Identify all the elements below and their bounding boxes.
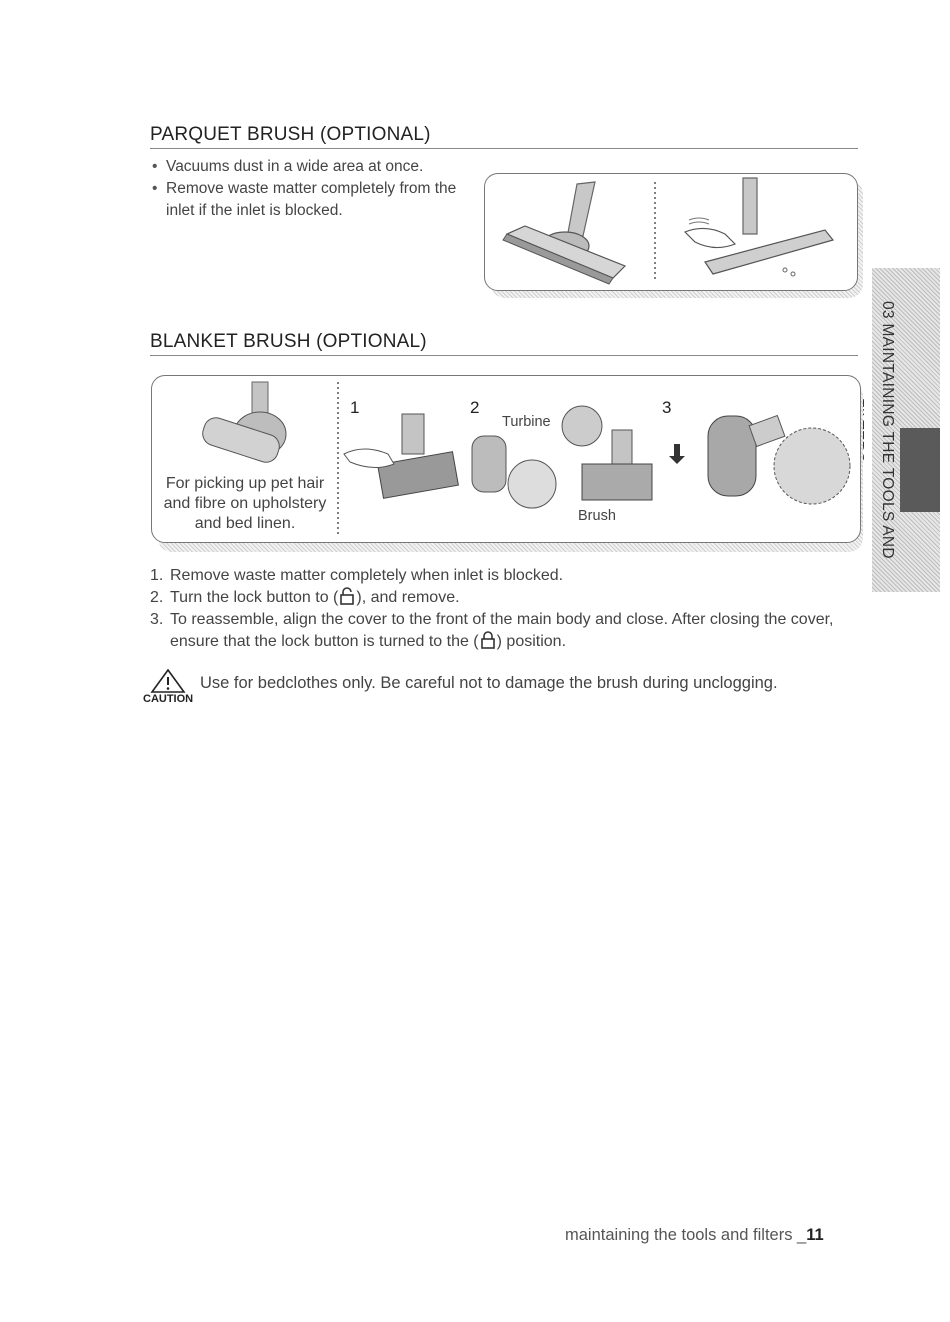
- page-footer: [565, 1226, 824, 1245]
- page-number: 11: [806, 1226, 824, 1244]
- parquet-bullet: • Remove waste matter completely from the inlet if the inlet is blocked.: [150, 178, 470, 222]
- step-index: 1.: [150, 567, 164, 584]
- parquet-title: PARQUET BRUSH (OPTIONAL): [150, 124, 858, 149]
- brush-label: Brush: [578, 508, 616, 524]
- step-text: ), and remove.: [356, 589, 460, 606]
- parquet-figure: [484, 173, 858, 291]
- instruction-step: [150, 587, 850, 609]
- parquet-bullet: • Vacuums dust in a wide area at once.: [150, 156, 470, 178]
- parquet-inlet-icon: [685, 178, 833, 276]
- caution-label: CAUTION: [143, 693, 194, 705]
- chapter-tab-label: 03 MAINTAINING THE TOOLS AND: [879, 301, 896, 559]
- step-index: 3.: [150, 611, 164, 628]
- step-text: Remove waste matter completely when inlet is blocked.: [170, 567, 564, 584]
- step-text: ) position.: [496, 633, 567, 650]
- blanket-brush-icon: [200, 382, 286, 465]
- unlock-icon: [340, 587, 354, 605]
- chapter-tab-marker: [900, 428, 940, 512]
- instruction-steps: [150, 565, 850, 653]
- parquet-bullets: [150, 156, 470, 222]
- step-number: 3: [662, 398, 672, 417]
- instruction-step: [150, 565, 850, 587]
- blanket-caption: For picking up pet hair and fibre on upholstery and bed linen.: [163, 475, 327, 532]
- instruction-step: [150, 609, 850, 653]
- step-text: Turn the lock button to (: [170, 589, 339, 606]
- step3-illustration: [669, 416, 850, 504]
- caution-icon: [150, 668, 186, 694]
- lock-icon: [481, 631, 495, 649]
- step2-illustration: [472, 406, 652, 508]
- step-number: 2: [470, 398, 480, 417]
- caution-text: Use for bedclothes only. Be careful not to damage the brush during unclogging.: [200, 674, 778, 692]
- step-number: 1: [350, 398, 360, 417]
- blanket-title: BLANKET BRUSH (OPTIONAL): [150, 331, 858, 356]
- step1-illustration: [344, 414, 458, 498]
- parquet-brush-icon: [503, 182, 625, 284]
- footer-text: maintaining the tools and filters _: [565, 1226, 807, 1244]
- turbine-label: Turbine: [502, 414, 551, 430]
- blanket-figure: [151, 375, 861, 543]
- step-text: To reassemble, align the cover to the front of the main body and close. After closing the cover, ensure that the lock button is turned to the (: [170, 611, 834, 650]
- step-index: 2.: [150, 589, 164, 606]
- parquet-brush-illustration: [485, 174, 857, 290]
